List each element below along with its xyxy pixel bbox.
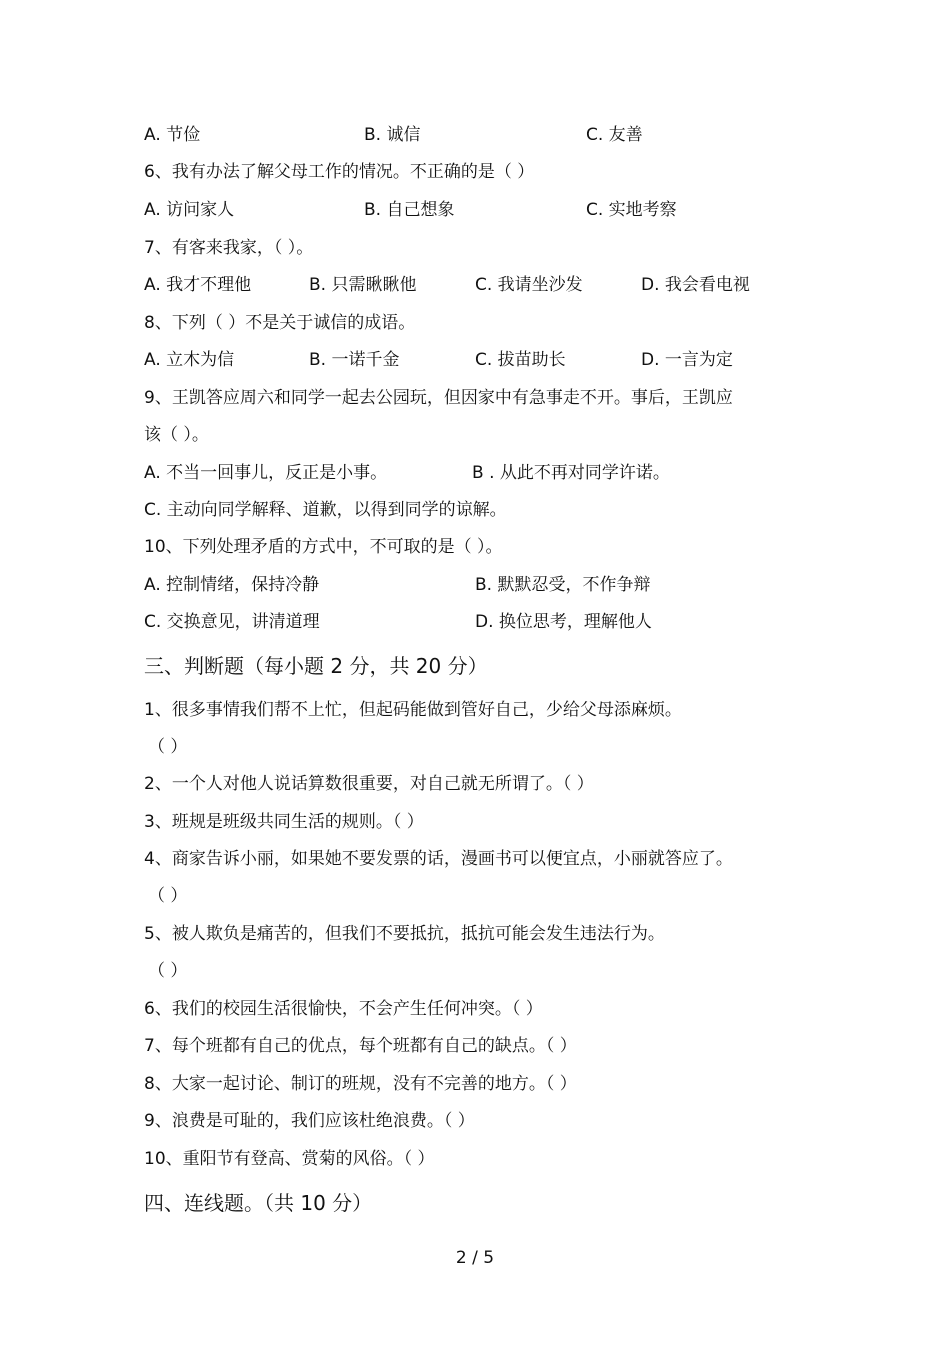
q6-option-b: B. 自己想象 <box>364 200 455 220</box>
judge-8-text: 8、大家一起讨论、制订的班规，没有不完善的地方。（ ） <box>144 1074 577 1094</box>
q10-stem: 10、下列处理矛盾的方式中，不可取的是（ ）。 <box>144 537 503 557</box>
q10-option-b: B. 默默忍受，不作争辩 <box>475 575 651 595</box>
q8-option-d: D. 一言为定 <box>641 350 733 370</box>
judge-4-text: 4、商家告诉小丽，如果她不要发票的话，漫画书可以便宜点，小丽就答应了。 <box>144 849 733 869</box>
q7-option-d: D. 我会看电视 <box>641 275 750 295</box>
judge-2-text: 2、一个人对他人说话算数很重要，对自己就无所谓了。（ ） <box>144 774 594 794</box>
q5-option-c: C. 友善 <box>586 125 643 145</box>
judge-7-text: 7、每个班都有自己的优点，每个班都有自己的缺点。（ ） <box>144 1036 577 1056</box>
q7-option-a: A. 我才不理他 <box>144 275 252 295</box>
q6-option-a: A. 访问家人 <box>144 200 235 220</box>
q6-option-c: C. 实地考察 <box>586 200 677 220</box>
q7-stem: 7、有客来我家，（ ）。 <box>144 238 314 258</box>
q9-option-b: B . 从此不再对同学许诺。 <box>472 463 670 483</box>
q6-stem: 6、我有办法了解父母工作的情况。不正确的是（ ） <box>144 162 535 182</box>
q5-option-b: B. 诚信 <box>364 125 421 145</box>
q9-option-a: A. 不当一回事儿，反正是小事。 <box>144 463 388 483</box>
q8-option-c: C. 拔苗助长 <box>475 350 566 370</box>
q8-option-b: B. 一诺千金 <box>309 350 400 370</box>
q7-option-c: C. 我请坐沙发 <box>475 275 583 295</box>
section-4-heading: 四、连线题。（共 10 分） <box>144 1191 373 1215</box>
q10-option-a: A. 控制情绪，保持冷静 <box>144 575 320 595</box>
judge-6-text: 6、我们的校园生活很愉快，不会产生任何冲突。（ ） <box>144 999 543 1019</box>
judge-10-text: 10、重阳节有登高、赏菊的风俗。（ ） <box>144 1149 435 1169</box>
page-number: 2 / 5 <box>455 1248 495 1268</box>
q5-option-a: A. 节俭 <box>144 125 201 145</box>
q9-option-c: C. 主动向同学解释、道歉，以得到同学的谅解。 <box>144 500 507 520</box>
q10-option-d: D. 换位思考，理解他人 <box>475 612 652 632</box>
judge-5-blank: （ ） <box>148 961 188 981</box>
q7-option-b: B. 只需瞅瞅他 <box>309 275 417 295</box>
judge-3-text: 3、班规是班级共同生活的规则。（ ） <box>144 812 424 832</box>
judge-9-text: 9、浪费是可耻的，我们应该杜绝浪费。（ ） <box>144 1111 475 1131</box>
q9-stem-line2: 该（ ）。 <box>144 425 209 445</box>
judge-1-blank: （ ） <box>148 737 188 757</box>
q8-stem: 8、下列（ ）不是关于诚信的成语。 <box>144 313 416 333</box>
judge-5-text: 5、被人欺负是痛苦的，但我们不要抵抗，抵抗可能会发生违法行为。 <box>144 924 665 944</box>
judge-4-blank: （ ） <box>148 886 188 906</box>
q8-option-a: A. 立木为信 <box>144 350 235 370</box>
judge-1-text: 1、很多事情我们帮不上忙，但起码能做到管好自己，少给父母添麻烦。 <box>144 700 682 720</box>
section-3-heading: 三、判断题（每小题 2 分，共 20 分） <box>144 654 488 678</box>
q10-option-c: C. 交换意见，讲清道理 <box>144 612 320 632</box>
q9-stem-line1: 9、王凯答应周六和同学一起去公园玩，但因家中有急事走不开。事后，王凯应 <box>144 388 733 408</box>
